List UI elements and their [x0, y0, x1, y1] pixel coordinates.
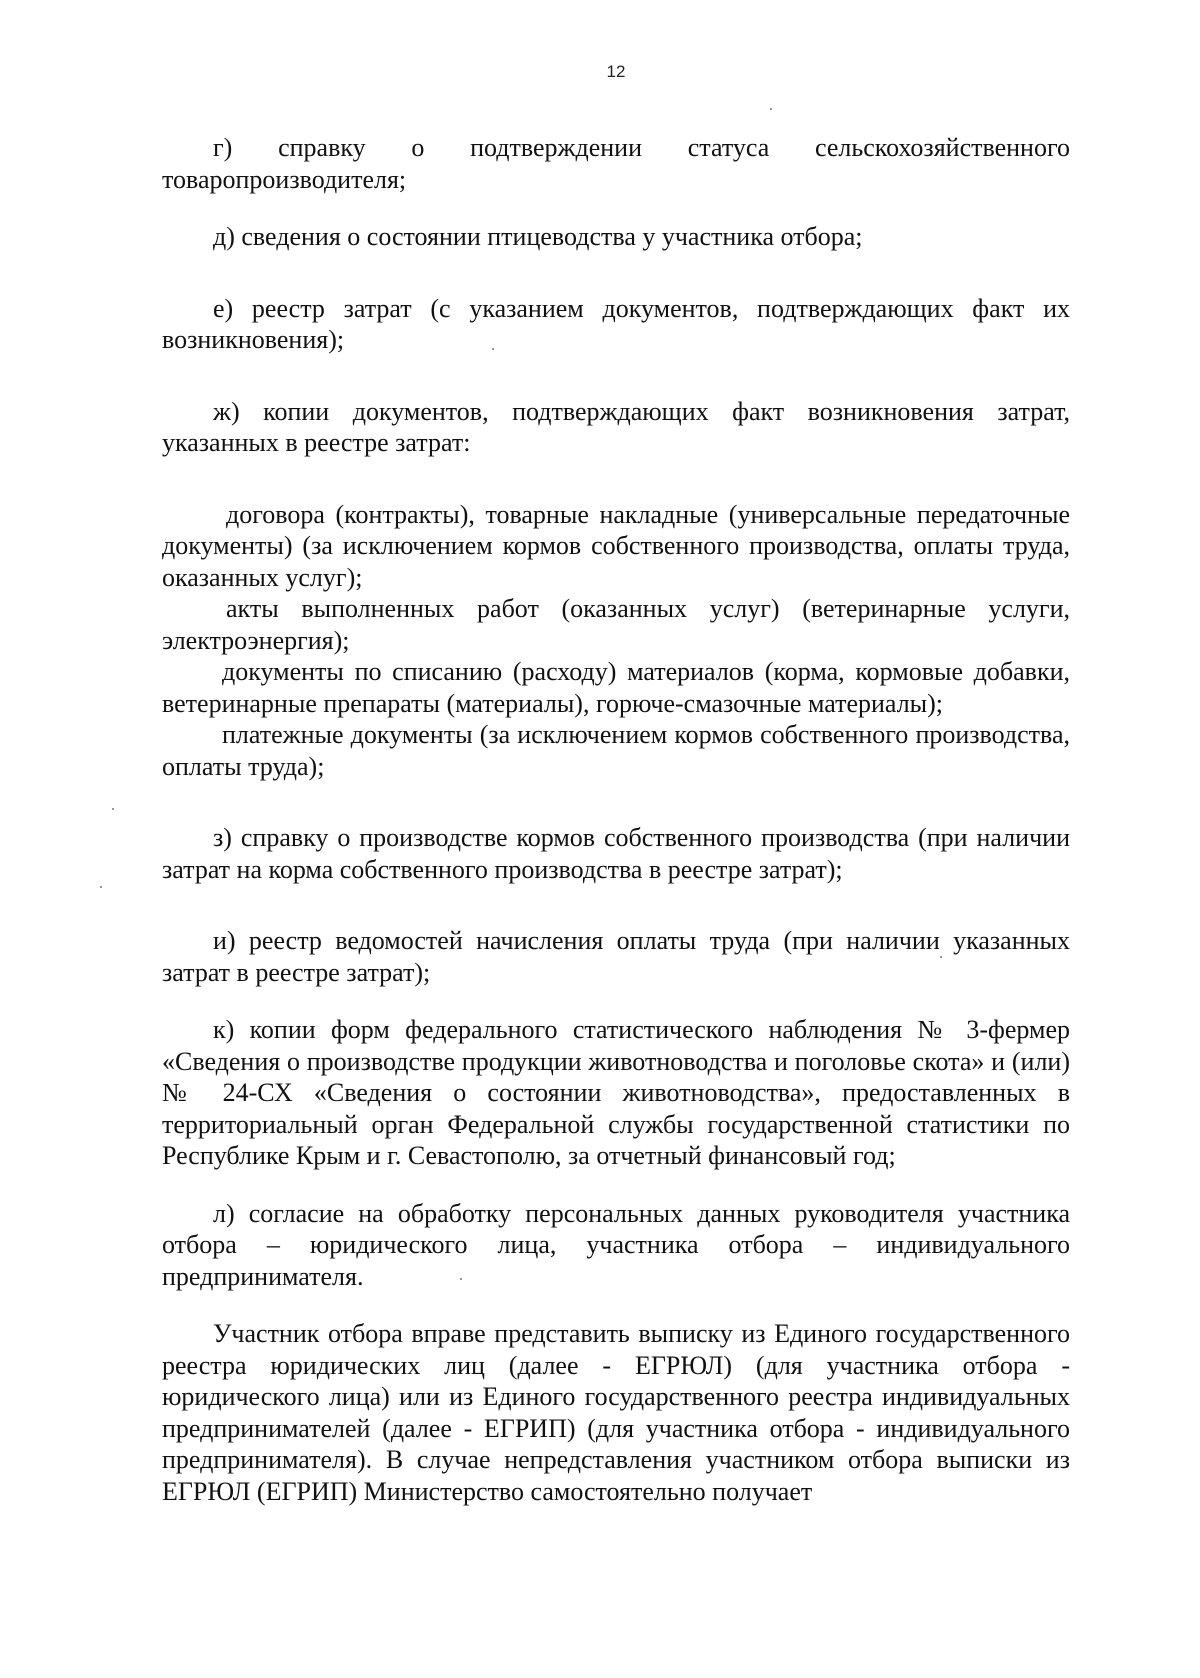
scan-speck [112, 808, 114, 810]
paragraph-k: к) копии форм федерального статистического наблюдения № 3-фермер «Сведения о производстве продукции животноводства и поголовье скота» и (или) № 24-СХ «Сведения о состоянии животноводства», предоставленных в территориальный орган Федеральной службы государственной статистики по Республике Крым и г. Севастополю, за отчетный финансовый год; [162, 1015, 1070, 1170]
paragraph-g: г) справку о подтверждении статуса сельскохозяйственного товаропроизводителя; [162, 133, 1070, 194]
paragraph-zh: ж) копии документов, подтверждающих факт возникновения затрат, указанных в реестре затрат: [162, 396, 1070, 457]
paragraph-participant: Участник отбора вправе представить выписку из Единого государственного реестра юридических лиц (далее - ЕГРЮЛ) (для участника отбора - юридического лица) или из Единого государственного реестра индивидуальных предпринимателей (далее - ЕГРИП) (для участника отбора - индивидуального предпринимателя). В случае непредставления участником отбора выписки из ЕГРЮЛ (ЕГРИП) Министерство самостоятельно получает [162, 1319, 1070, 1506]
paragraph-acts: акты выполненных работ (оказанных услуг) (ветеринарные услуги, электроэнергия); [162, 594, 1070, 655]
paragraph-e: е) реестр затрат (с указанием документов, подтверждающих факт их возникновения); [162, 293, 1070, 354]
page-number: 12 [606, 62, 626, 81]
paragraph-payment-docs: платежные документы (за исключением кормов собственного производства, оплаты труда); [162, 720, 1070, 781]
scan-speck [940, 956, 942, 958]
paragraph-contracts: договора (контракты), товарные накладные (универсальные передаточные документы) (за исключением кормов собственного производства, оплаты труда, оказанных услуг); [162, 499, 1070, 592]
paragraph-z: з) справку о производстве кормов собственного производства (при наличии затрат на корма собственного производства в реестре затрат); [162, 823, 1070, 884]
paragraph-writeoff-docs: документы по списанию (расходу) материалов (корма, кормовые добавки, ветеринарные препараты (материалы), горюче-смазочные материалы); [162, 657, 1070, 718]
scan-speck [100, 886, 102, 888]
document-body [162, 132, 1070, 1507]
scan-speck [492, 348, 494, 350]
paragraph-i: и) реестр ведомостей начисления оплаты труда (при наличии указанных затрат в реестре затрат); [162, 926, 1070, 987]
paragraph-l: л) согласие на обработку персональных данных руководителя участника отбора – юридического лица, участника отбора – индивидуального предпринимателя. [162, 1198, 1070, 1291]
paragraph-d: д) сведения о состоянии птицеводства у участника отбора; [213, 222, 863, 251]
scan-speck [460, 1278, 462, 1280]
scan-speck [770, 108, 772, 110]
